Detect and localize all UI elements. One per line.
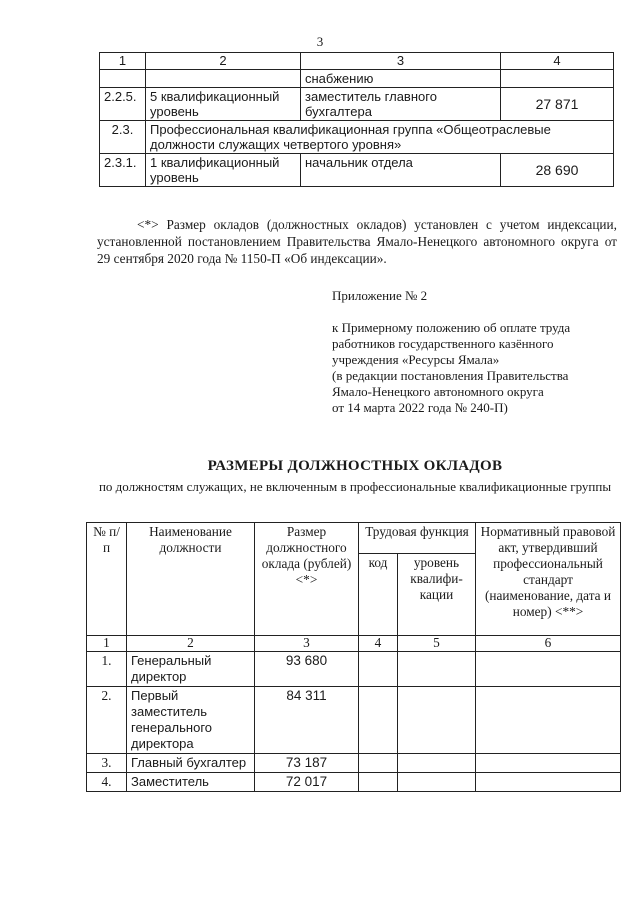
salary-cell: 73 187 xyxy=(255,754,359,773)
header-salary: Размер должностного оклада (рублей) <*> xyxy=(255,523,359,636)
position-name: Главный бухгалтер xyxy=(127,754,255,773)
level-cell: 5 квалификационный уровень xyxy=(146,88,301,121)
position-name: Генеральный директор xyxy=(127,652,255,687)
position-name: Заместитель xyxy=(127,773,255,792)
col-number: 4 xyxy=(359,636,398,652)
col-number: 6 xyxy=(476,636,621,652)
table-cell xyxy=(146,70,301,88)
col-number: 3 xyxy=(255,636,359,652)
table-cell xyxy=(398,652,476,687)
row-number: 2.3.1. xyxy=(100,154,146,187)
group-cell: Профессиональная квалификационная группа «Общеотраслевые должности служащих четвертого уровня» xyxy=(146,121,614,154)
table-cell xyxy=(398,773,476,792)
col-number: 5 xyxy=(398,636,476,652)
col-number: 1 xyxy=(87,636,127,652)
table-row xyxy=(100,70,614,88)
col-number: 1 xyxy=(100,53,146,70)
footnote: <*> Размер окладов (должностных окладов) установлен с учетом индексации, установленной постановлением Правительства Ямало-Ненецкого автономного округа от 29 сентября 2020 года № 1150-П «Об индексации». xyxy=(97,217,617,266)
position-cell: снабжению xyxy=(301,70,501,88)
salary-cell: 93 680 xyxy=(255,652,359,687)
table-cell xyxy=(398,754,476,773)
appendix-line: Ямало-Ненецкого автономного округа xyxy=(332,384,544,399)
appendix-line: учреждения «Ресурсы Ямала» xyxy=(332,352,500,367)
document-title: РАЗМЕРЫ ДОЛЖНОСТНЫХ ОКЛАДОВ xyxy=(207,458,503,474)
column-numbers-row xyxy=(87,636,621,652)
row-number: 4. xyxy=(87,773,127,792)
header-code: код xyxy=(359,553,398,635)
table-cell xyxy=(476,754,621,773)
row-number: 1. xyxy=(87,652,127,687)
table-row xyxy=(100,154,614,187)
table-row xyxy=(87,687,621,754)
table-cell xyxy=(476,773,621,792)
table-cell xyxy=(359,754,398,773)
position-cell: начальник отдела xyxy=(301,154,501,187)
table-cell xyxy=(476,687,621,754)
appendix-block xyxy=(332,288,570,416)
page-number: 3 xyxy=(316,34,324,49)
salary-cell: 72 017 xyxy=(255,773,359,792)
table-cell xyxy=(359,687,398,754)
col-number: 2 xyxy=(127,636,255,652)
row-number: 2.2.5. xyxy=(100,88,146,121)
header-num: № п/п xyxy=(87,523,127,636)
position-cell: заместитель главного бухгалтера xyxy=(301,88,501,121)
table-row xyxy=(100,88,614,121)
header-legal-act: Нормативный правовой акт, утвердивший профессиональный стандарт (наименование, дата и номер) <**> xyxy=(476,523,621,636)
table-header-row xyxy=(87,523,621,554)
col-number: 2 xyxy=(146,53,301,70)
col-number: 4 xyxy=(501,53,614,70)
appendix-line: к Примерному положению об оплате труда xyxy=(332,320,571,335)
row-number: 3. xyxy=(87,754,127,773)
table-cell xyxy=(359,652,398,687)
table-row xyxy=(100,121,614,154)
appendix-title: Приложение № 2 xyxy=(332,288,428,303)
table-row xyxy=(87,652,621,687)
table-row xyxy=(87,754,621,773)
position-name: Первый заместитель генерального директора xyxy=(127,687,255,754)
salary-table xyxy=(86,522,621,792)
salary-cell: 84 311 xyxy=(255,687,359,754)
col-number: 3 xyxy=(301,53,501,70)
table-cell xyxy=(476,652,621,687)
row-number: 2.3. xyxy=(100,121,146,154)
document-subtitle: по должностям служащих, не включенным в профессиональные квалификационные группы xyxy=(98,479,612,494)
salary-cell: 27 871 xyxy=(501,88,614,121)
table-row xyxy=(87,773,621,792)
table-cell xyxy=(398,687,476,754)
qualification-table xyxy=(99,52,614,187)
table-cell xyxy=(100,70,146,88)
level-cell: 1 квалификационный уровень xyxy=(146,154,301,187)
appendix-line: (в редакции постановления Правительства xyxy=(332,368,569,383)
table-cell xyxy=(501,70,614,88)
appendix-line: от 14 марта 2022 года № 240-П) xyxy=(332,400,508,415)
table-header-row xyxy=(100,53,614,70)
table-cell xyxy=(359,773,398,792)
header-qualification: уровень квалифи-кации xyxy=(398,553,476,635)
header-name: Наименование должности xyxy=(127,523,255,636)
header-labor-function: Трудовая функция xyxy=(359,523,476,554)
salary-cell: 28 690 xyxy=(501,154,614,187)
appendix-line: работников государственного казённого xyxy=(332,336,554,351)
row-number: 2. xyxy=(87,687,127,754)
